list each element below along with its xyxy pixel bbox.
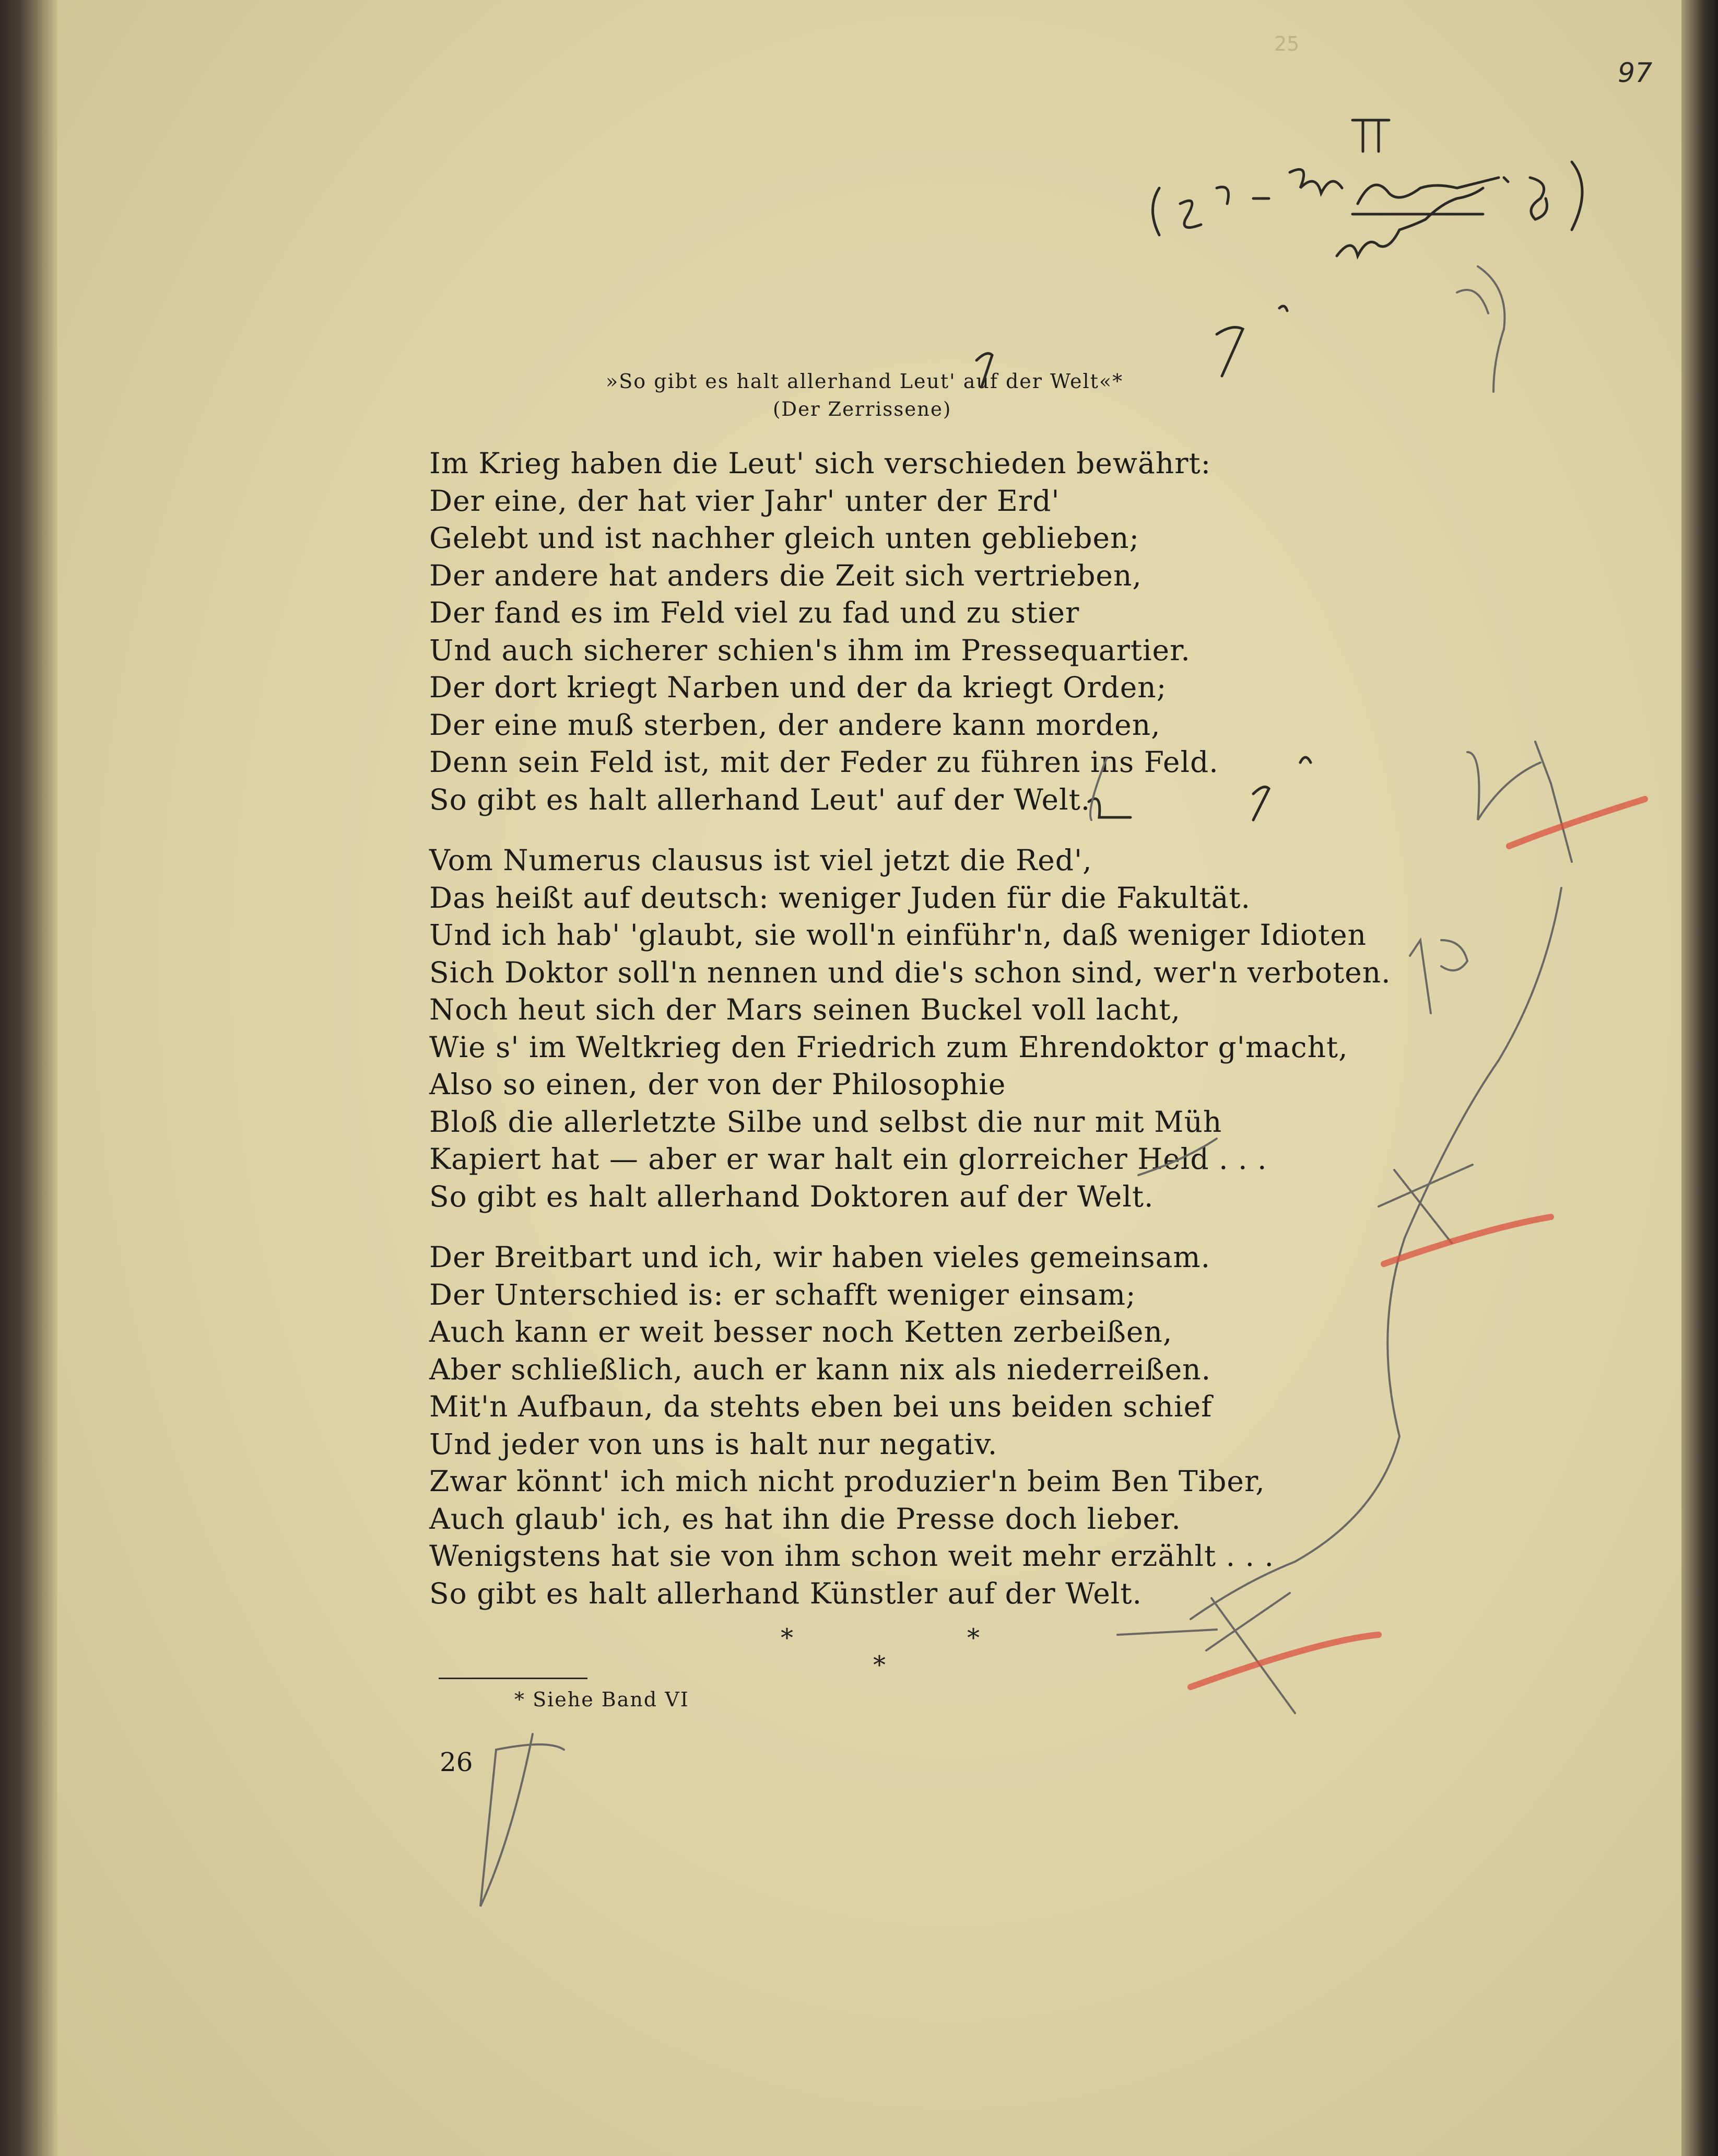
red-pencil-marks	[1191, 799, 1645, 1687]
scribble	[1290, 169, 1342, 193]
pencil-stroke	[1117, 1630, 1217, 1635]
scribble	[1337, 188, 1483, 256]
separator-star: *	[873, 1650, 886, 1680]
pencil-stroke	[1457, 290, 1488, 313]
check-l-mark	[1089, 799, 1131, 817]
pencil-connector-line	[1191, 888, 1561, 1619]
verse-line: Sich Doktor soll'n nennen und die's schon sind, wer'n verboten.	[429, 955, 1391, 989]
pencil-stroke	[1410, 940, 1431, 1013]
verse-line: Wenigstens hat sie von ihm schon weit mehr erzählt . . .	[429, 1539, 1274, 1573]
red-pencil-stroke	[1509, 799, 1645, 846]
pencil-cross	[1206, 1593, 1295, 1713]
verse-line: Mit'n Aufbaun, da stehts eben bei uns beiden schief	[429, 1390, 1213, 1423]
verse-line: Auch kann er weit besser noch Ketten zerbeißen,	[429, 1315, 1173, 1349]
pencil-stroke	[1535, 742, 1572, 862]
verse-line: Das heißt auf deutsch: weniger Juden für die Fakultät.	[429, 881, 1251, 915]
verse-line: Zwar könnt' ich mich nicht produzier'n beim Ben Tiber,	[429, 1464, 1265, 1498]
verse-line: Der eine, der hat vier Jahr' unter der Erd'	[429, 484, 1060, 518]
poem-subtitle: (Der Zerrissene)	[773, 398, 952, 420]
pencil-stroke	[1441, 940, 1467, 970]
verse-line: Kapiert hat — aber er war halt ein glorreicher Held . . .	[429, 1142, 1267, 1176]
verse-line: So gibt es halt allerhand Leut' auf der Welt.	[429, 782, 1091, 816]
verse-line: Der eine muß sterben, der andere kann morden,	[429, 708, 1161, 742]
verse-line: So gibt es halt allerhand Künstler auf der Welt.	[429, 1576, 1142, 1610]
numeral-1-mark	[976, 354, 992, 386]
verse-line: Aber schließlich, auch er kann nix als niederreißen.	[429, 1352, 1211, 1386]
scribble	[1180, 201, 1201, 227]
verse-line: So gibt es halt allerhand Doktoren auf der Welt.	[429, 1179, 1154, 1213]
handwritten-folio-number: 97	[1618, 57, 1653, 89]
verse-line: Der andere hat anders die Zeit sich vertrieben,	[429, 558, 1142, 592]
numeral-1-mark	[1253, 787, 1269, 820]
scribble	[1530, 178, 1547, 219]
footnote: * Siehe Band VI	[514, 1688, 689, 1711]
verse-line: Gelebt und ist nachher gleich unten geblieben;	[429, 521, 1139, 555]
scribble	[1352, 120, 1389, 151]
pencil-cross	[1379, 1165, 1473, 1243]
tick-mark	[1300, 757, 1311, 763]
verse-line: Im Krieg haben die Leut' sich verschieden bewährt:	[429, 447, 1211, 480]
verse-line: Und auch sicherer schien's ihm im Pressequartier.	[429, 633, 1191, 667]
faint-pencil-number: 25	[1274, 32, 1300, 55]
verse-line: Wie s' im Weltkrieg den Friedrich zum Ehrendoktor g'macht,	[429, 1030, 1348, 1064]
verse-line: Bloß die allerletzte Silbe und selbst die nur mit Müh	[429, 1105, 1222, 1139]
pencil-letter-g	[1478, 266, 1504, 392]
verse-line: Der Breitbart und ich, wir haben vieles gemeinsam.	[429, 1240, 1211, 1274]
verse-line: Also so einen, der von der Philosophie	[429, 1068, 1006, 1101]
bracket-mark	[1572, 162, 1582, 230]
page-number: 26	[440, 1747, 473, 1777]
scribble	[1217, 187, 1229, 204]
poem-title: »So gibt es halt allerhand Leut' auf der Welt«*	[606, 370, 1124, 393]
tick-mark	[1279, 306, 1287, 311]
verse-line: Denn sein Feld ist, mit der Feder zu führen ins Feld.	[429, 745, 1219, 779]
pencil-stroke	[1138, 1139, 1217, 1175]
pencil-numeral-7	[480, 1734, 564, 1906]
separator-star: *	[781, 1623, 793, 1653]
numeral-1-mark	[1217, 327, 1243, 376]
red-pencil-stroke	[1384, 1217, 1551, 1264]
verse-line: Der Unterschied is: er schafft weniger einsam;	[429, 1278, 1136, 1311]
pencil-stroke	[1467, 752, 1540, 820]
ink-scribbles	[976, 120, 1582, 820]
verse-line: Der fand es im Feld viel zu fad und zu stier	[429, 596, 1080, 629]
verse-line: Auch glaub' ich, es hat ihn die Presse doch lieber.	[429, 1502, 1181, 1536]
verse-line: Der dort kriegt Narben und der da kriegt Orden;	[429, 671, 1167, 704]
verse-line: Vom Numerus clausus ist viel jetzt die Red',	[429, 843, 1092, 877]
separator-star: *	[967, 1623, 980, 1653]
verse-line: Noch heut sich der Mars seinen Buckel voll lacht,	[429, 993, 1181, 1026]
bracket-mark	[1153, 188, 1160, 235]
verse-line: Und ich hab' 'glaubt, sie woll'n einführ'n, daß weniger Idioten	[429, 918, 1367, 952]
verse-line: Und jeder von uns is halt nur negativ.	[429, 1427, 998, 1461]
pencil-scribbles	[480, 266, 1572, 1906]
dot	[1504, 178, 1508, 182]
